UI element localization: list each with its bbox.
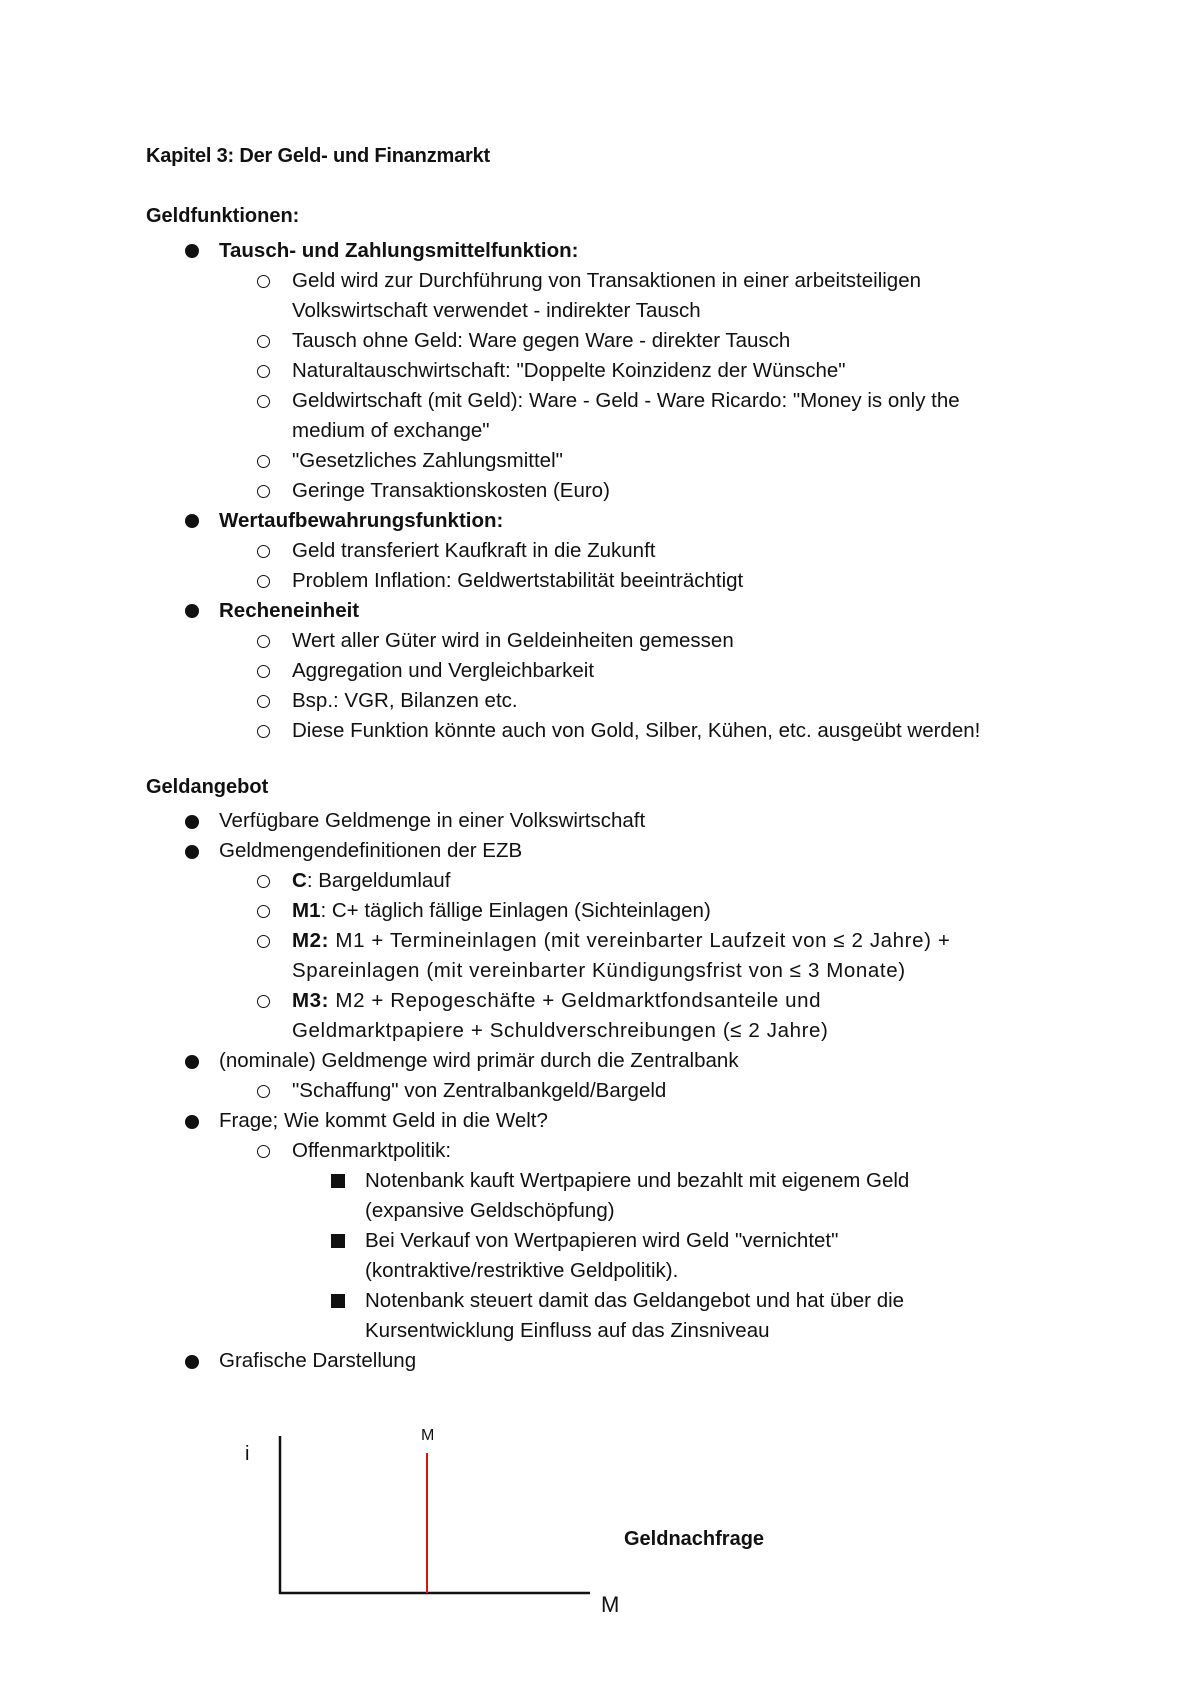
circle-bullet-icon [257,335,270,348]
circle-bullet-icon [257,1085,270,1098]
circle-bullet-icon [257,725,270,738]
definition-key: C [292,869,307,892]
bullet-icon [185,1055,199,1069]
definition-text: M1 + Termineinlagen (mit vereinbarter Laufzeit von ≤ 2 Jahre) + [329,929,951,952]
circle-bullet-icon [257,395,270,408]
bullet-icon [185,514,199,528]
list-item-label: Recheneinheit [219,599,360,622]
circle-bullet-icon [257,545,270,558]
list-item-continuation: (expansive Geldschöpfung) [365,1199,615,1222]
list-item: Offenmarktpolitik: [292,1139,452,1162]
bullet-icon [185,1355,199,1369]
list-item-m3 [292,986,821,1016]
circle-bullet-icon [257,935,270,948]
circle-bullet-icon [257,1145,270,1158]
list-item-m1 [292,896,711,926]
definition-key: M1 [292,899,321,922]
list-item-continuation: medium of exchange" [292,419,490,442]
list-item-c [292,866,450,896]
list-item-label: Wertaufbewahrungsfunktion: [219,509,504,532]
list-item: Grafische Darstellung [219,1349,417,1372]
bullet-icon [185,845,199,859]
list-item: "Schaffung" von Zentralbankgeld/Bargeld [292,1079,667,1102]
x-axis-label: M [601,1592,620,1617]
y-axis-label: i [245,1443,250,1465]
list-item: Geld wird zur Durchführung von Transaktionen in einer arbeitsteiligen [292,269,922,292]
list-item: Geldmengendefinitionen der EZB [219,839,523,862]
list-item-continuation: (kontraktive/restriktive Geldpolitik). [365,1259,679,1282]
list-item-label: Tausch- und Zahlungsmittelfunktion: [219,239,579,262]
supply-label: M [421,1427,435,1444]
square-bullet-icon [331,1174,345,1188]
list-item: Diese Funktion könnte auch von Gold, Silber, Kühen, etc. ausgeübt werden! [292,719,981,742]
list-item: Aggregation und Vergleichbarkeit [292,659,595,682]
list-item: Geldwirtschaft (mit Geld): Ware - Geld - Ware Ricardo: "Money is only the [292,389,960,412]
circle-bullet-icon [257,455,270,468]
bullet-icon [185,604,199,618]
definition-text: M2 + Repogeschäfte + Geldmarktfondsanteile und [329,989,822,1012]
list-item-m2 [292,926,950,956]
list-item-continuation: Kursentwicklung Einfluss auf das Zinsniveau [365,1319,770,1342]
bullet-icon [185,815,199,829]
list-item: Naturaltauschwirtschaft: "Doppelte Koinzidenz der Wünsche" [292,359,846,382]
definition-key: M2: [292,929,330,952]
circle-bullet-icon [257,995,270,1008]
circle-bullet-icon [257,365,270,378]
list-item: Notenbank steuert damit das Geldangebot und hat über die [365,1289,905,1312]
list-item-continuation: Volkswirtschaft verwendet - indirekter Tausch [292,299,701,322]
list-item: Wert aller Güter wird in Geldeinheiten gemessen [292,629,734,652]
section-heading-geldfunktionen: Geldfunktionen: [146,205,300,227]
list-item: (nominale) Geldmenge wird primär durch die Zentralbank [219,1049,739,1072]
circle-bullet-icon [257,875,270,888]
circle-bullet-icon [257,635,270,648]
circle-bullet-icon [257,575,270,588]
section-heading-geldangebot: Geldangebot [146,776,269,798]
bullet-icon [185,1115,199,1129]
list-item: Geringe Transaktionskosten (Euro) [292,479,610,502]
list-item: Bei Verkauf von Wertpapieren wird Geld "vernichtet" [365,1229,839,1252]
circle-bullet-icon [257,665,270,678]
list-item: Notenbank kauft Wertpapiere und bezahlt mit eigenem Geld [365,1169,910,1192]
square-bullet-icon [331,1234,345,1248]
bullet-icon [185,244,199,258]
list-item: Verfügbare Geldmenge in einer Volkswirtschaft [219,809,646,832]
square-bullet-icon [331,1294,345,1308]
circle-bullet-icon [257,275,270,288]
circle-bullet-icon [257,695,270,708]
definition-text: : Bargeldumlauf [306,869,451,892]
list-item: Bsp.: VGR, Bilanzen etc. [292,689,518,712]
list-item-continuation: Geldmarktpapiere + Schuldverschreibungen (≤ 2 Jahre) [292,1019,829,1042]
list-item: Problem Inflation: Geldwertstabilität beeinträchtigt [292,569,744,592]
demand-label: Geldnachfrage [624,1528,765,1550]
circle-bullet-icon [257,485,270,498]
definition-key: M3: [292,989,330,1012]
money-supply-diagram [0,1400,1200,1640]
list-item: Geld transferiert Kaufkraft in die Zukunft [292,539,656,562]
definition-text: : C+ täglich fällige Einlagen (Sichteinlagen) [320,899,711,922]
page-title: Kapitel 3: Der Geld- und Finanzmarkt [146,145,490,167]
list-item: Frage; Wie kommt Geld in die Welt? [219,1109,548,1132]
circle-bullet-icon [257,905,270,918]
list-item: "Gesetzliches Zahlungsmittel" [292,449,563,472]
list-item-continuation: Spareinlagen (mit vereinbarter Kündigungsfrist von ≤ 3 Monate) [292,959,906,982]
list-item: Tausch ohne Geld: Ware gegen Ware - direkter Tausch [292,329,791,352]
